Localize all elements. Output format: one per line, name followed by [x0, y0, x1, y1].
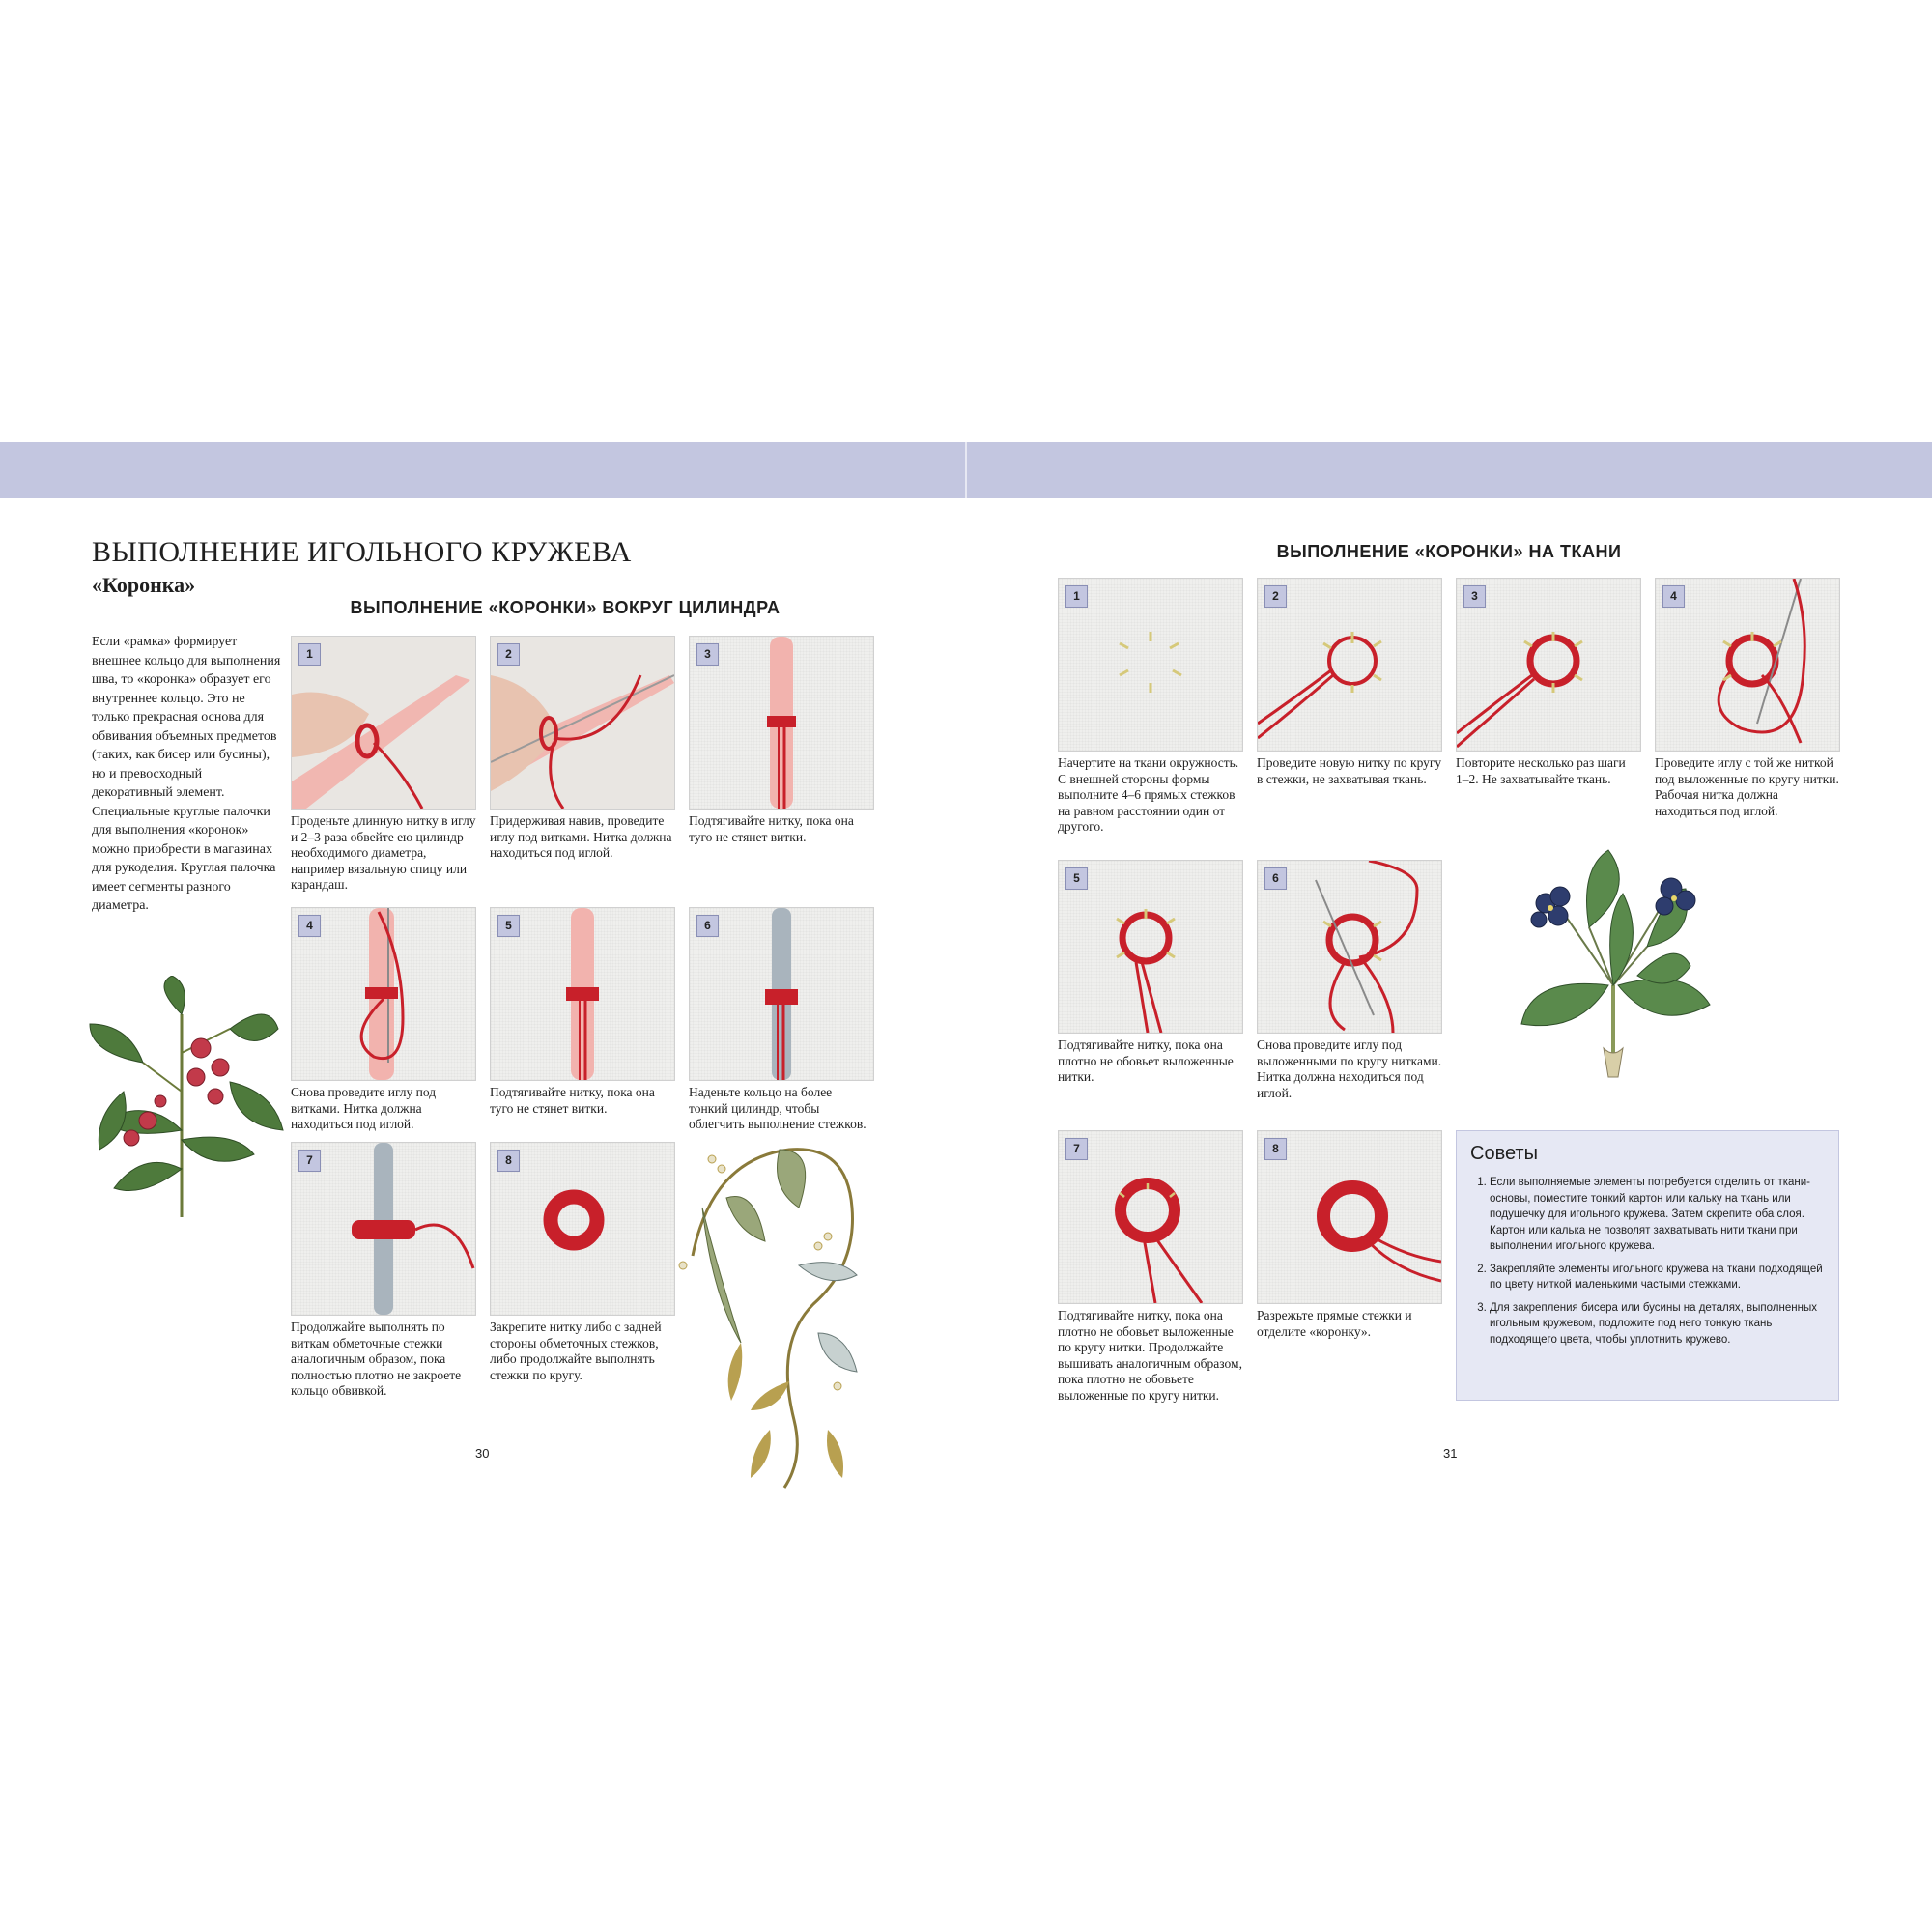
step-number-badge: 2 — [497, 643, 520, 666]
step-number-badge: 4 — [298, 915, 321, 937]
step-photo — [291, 636, 476, 810]
cylinder-step-5 — [490, 907, 675, 1117]
step-number-badge: 4 — [1662, 585, 1685, 608]
step-caption: Проденьте длинную нитку в иглу и 2–3 раза обвейте ею цилиндр необходимого диаметра, например вязальную спицу или карандаш. — [291, 813, 476, 892]
tips-title: Советы — [1470, 1143, 1538, 1164]
cylinder-step-4 — [291, 907, 476, 1133]
section-title-fabric: ВЫПОЛНЕНИЕ «КОРОНКИ» НА ТКАНИ — [1276, 542, 1622, 561]
tip-item: 1. Если выполняемые элементы потребуется отделить от ткани-основы, поместите тонкий картон или кальку на ткань или подушечку для игольного кружева. Затем скрепите оба слоя. Картон или калька не позволят захватывать нити ткани при выполнении игольного кружева. — [1490, 1175, 1825, 1255]
fabric-step-6 — [1257, 860, 1442, 1101]
step-caption: Подтягивайте нитку, пока она туго не стянет витки. — [490, 1085, 655, 1116]
step-photo — [291, 1142, 476, 1316]
cylinder-step-3 — [689, 636, 874, 845]
step-number-badge: 5 — [1065, 867, 1088, 890]
cylinder-step-8 — [490, 1142, 675, 1383]
step-number-badge: 6 — [1264, 867, 1287, 890]
step-photo — [1655, 578, 1840, 752]
step-photo — [689, 907, 874, 1081]
tips-box — [1456, 1130, 1839, 1401]
fabric-step-8 — [1257, 1130, 1442, 1340]
step-photo — [291, 907, 476, 1081]
step-photo — [1058, 1130, 1243, 1304]
step-caption: Продолжайте выполнять по виткам обметочные стежки аналогичным образом, пока полностью плотно не закроете кольцо обвивкой. — [291, 1320, 462, 1398]
step-photo — [1257, 578, 1442, 752]
step-caption: Снова проведите иглу под витками. Нитка должна находиться под иглой. — [291, 1085, 437, 1131]
step-caption: Разрежьте прямые стежки и отделите «коронку». — [1257, 1308, 1412, 1339]
page-gutter — [965, 442, 967, 498]
step-caption: Проведите новую нитку по кругу в стежки, не захватывая ткань. — [1257, 755, 1442, 786]
step-caption: Подтягивайте нитку, пока она плотно не обовьет выложенные по кругу нитки. Продолжайте вышивать аналогичным образом, пока плотно не обовьете выложенные по кругу нитки. — [1058, 1308, 1242, 1403]
step-caption: Начертите на ткани окружность. С внешней стороны формы выполните 4–6 прямых стежков на равном расстоянии один от другого. — [1058, 755, 1239, 834]
violet-illustration — [1492, 840, 1734, 1082]
step-caption: Закрепите нитку либо с задней стороны обметочных стежков, либо продолжайте выполнять стежки по кругу. — [490, 1320, 662, 1382]
section-title-cylinder: ВЫПОЛНЕНИЕ «КОРОНКИ» ВОКРУГ ЦИЛИНДРА — [350, 598, 781, 617]
fabric-step-2 — [1257, 578, 1442, 787]
page-title: ВЫПОЛНЕНИЕ ИГОЛЬНОГО КРУЖЕВА — [92, 536, 632, 568]
step-photo — [1456, 578, 1641, 752]
step-number-badge: 1 — [298, 643, 321, 666]
step-photo — [1257, 1130, 1442, 1304]
step-number-badge: 6 — [696, 915, 719, 937]
step-photo — [689, 636, 874, 810]
fabric-step-3 — [1456, 578, 1641, 787]
step-caption: Проведите иглу с той же ниткой под выложенные по кругу нитки. Рабочая нитка должна находиться под иглой. — [1655, 755, 1839, 818]
step-photo — [1257, 860, 1442, 1034]
tip-item: 2. Закрепляйте элементы игольного кружева на ткани подходящей по цвету ниткой маленькими частыми стежками. — [1490, 1262, 1825, 1293]
page-number-right: 31 — [1443, 1446, 1458, 1461]
fabric-step-5 — [1058, 860, 1243, 1086]
step-photo — [490, 636, 675, 810]
step-photo — [1058, 578, 1243, 752]
step-photo — [490, 907, 675, 1081]
step-photo — [1058, 860, 1243, 1034]
cylinder-step-1 — [291, 636, 476, 894]
tips-list — [1470, 1175, 1825, 1348]
fabric-step-4 — [1655, 578, 1840, 819]
step-caption: Наденьте кольцо на более тонкий цилиндр, чтобы облегчить выполнение стежков. — [689, 1085, 867, 1131]
step-number-badge: 8 — [1264, 1138, 1287, 1160]
raspberry-illustration — [85, 976, 288, 1227]
step-number-badge: 3 — [696, 643, 719, 666]
page-number-left: 30 — [475, 1446, 490, 1461]
step-caption: Подтягивайте нитку, пока она плотно не обовьет выложенные нитки. — [1058, 1037, 1234, 1084]
step-number-badge: 5 — [497, 915, 520, 937]
step-caption: Снова проведите иглу под выложенными по кругу нитками. Нитка должна находиться под иглой. — [1257, 1037, 1442, 1100]
step-caption: Подтягивайте нитку, пока она туго не стянет витки. — [689, 813, 854, 844]
page-subtitle: «Коронка» — [92, 573, 196, 597]
vine-illustration — [673, 1140, 915, 1490]
step-caption: Придерживая навив, проведите иглу под витками. Нитка должна находиться под иглой. — [490, 813, 672, 860]
intro-paragraph: Если «рамка» формирует внешнее кольцо для выполнения шва, то «коронка» образует его внутреннее кольцо. Это не только прекрасная основа для обвивания объемных предметов (таких, как бисер или бусины), но и превосходный декоративный элемент. Специальные круглые палочки для выполнения «коронок» можно приобрести в магазинах для рукоделия. Круглая палочка имеет сегменты разного диаметра. — [92, 635, 281, 913]
step-number-badge: 7 — [1065, 1138, 1088, 1160]
step-number-badge: 2 — [1264, 585, 1287, 608]
cylinder-step-7 — [291, 1142, 476, 1400]
step-caption: Повторите несколько раз шаги 1–2. Не захватывайте ткань. — [1456, 755, 1626, 786]
step-number-badge: 7 — [298, 1150, 321, 1172]
step-number-badge: 8 — [497, 1150, 520, 1172]
step-photo — [490, 1142, 675, 1316]
cylinder-step-2 — [490, 636, 675, 862]
step-number-badge: 3 — [1463, 585, 1486, 608]
fabric-step-1 — [1058, 578, 1243, 836]
tip-item: 3. Для закрепления бисера или бусины на деталях, выполненных игольным кружевом, подложите под него тонкую ткань подходящего цвета, чтобы уплотнить кружево. — [1490, 1300, 1825, 1349]
step-number-badge: 1 — [1065, 585, 1088, 608]
fabric-step-7 — [1058, 1130, 1243, 1404]
cylinder-step-6 — [689, 907, 874, 1133]
